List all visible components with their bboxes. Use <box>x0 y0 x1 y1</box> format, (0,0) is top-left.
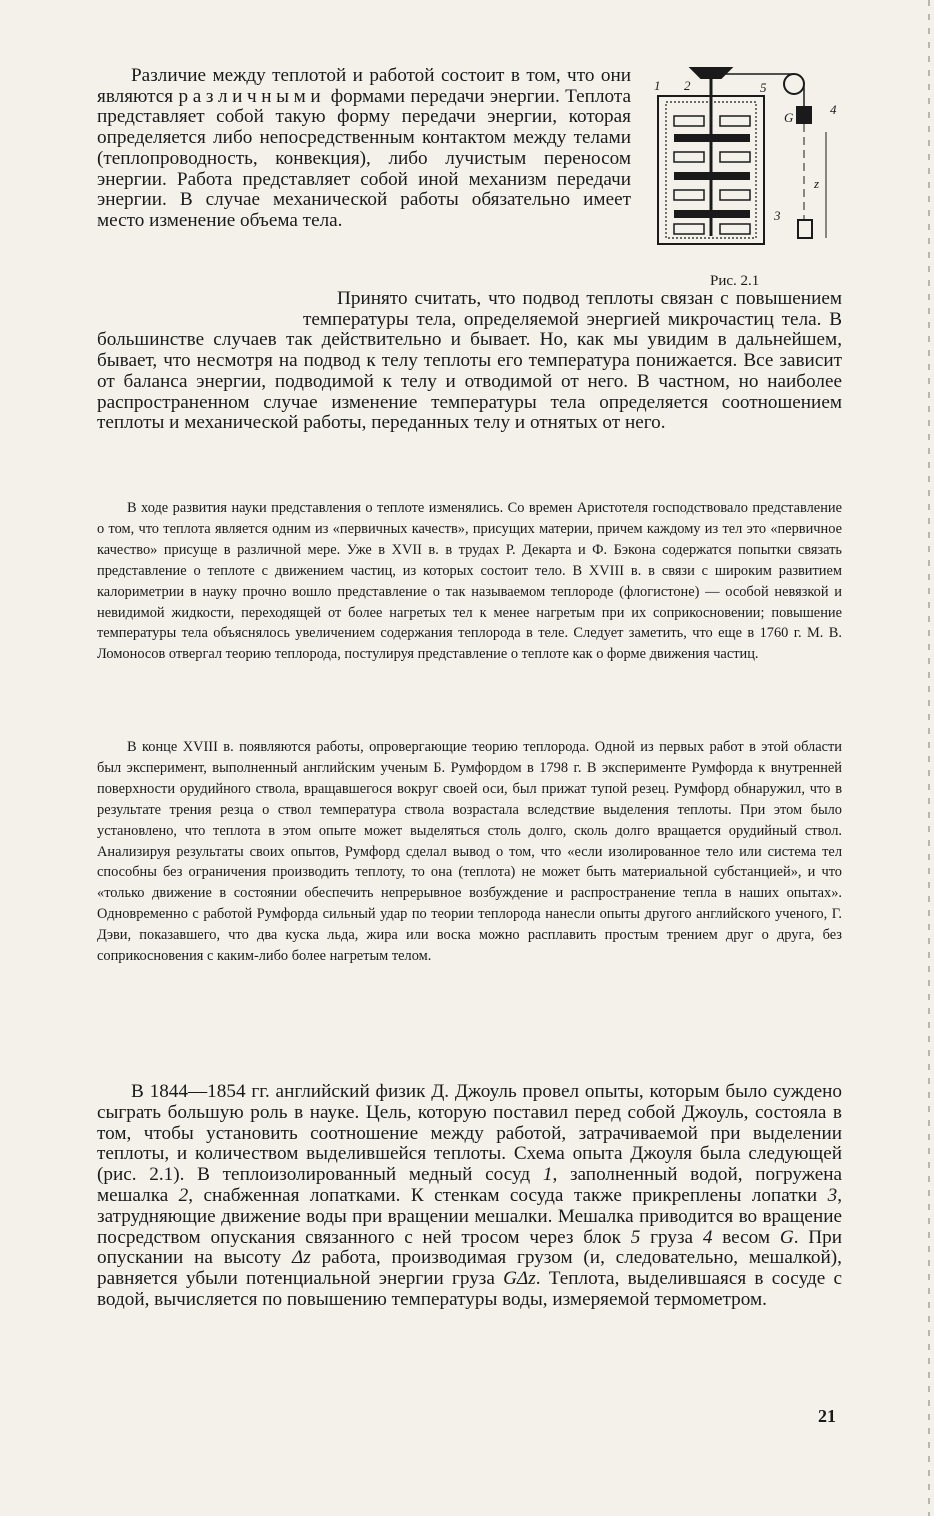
page-edge-mark <box>928 0 930 1516</box>
joule-apparatus-figure <box>646 60 846 270</box>
label-3: 3 <box>774 208 781 223</box>
history-note-rumford: В конце XVIII в. появляются работы, опровергающие теорию теплорода. Одной из первых работ в этой области был эксперимент, выполненный английским ученым Б. Румфордом в 1798 г. В эксперименте Румфорда к внутренней поверхности орудийного ствола, вращавшегося вокруг своей оси, был прижат тупой резец. Румфорд обнаружил, что в результате трения резца о ствол температура ствола возрастала вследствие выделения теплоты. При этом было установлено, что теплота в этом опыте может выделяться столь долго, сколь долго вращается орудийный ствол. Анализируя результаты своих опытов, Румфорд сделал вывод о том, что «если изолированное тело или система тел способны без ограничения производить теплоту, то она (теплота) не может быть материальной субстанцией», и что «только движение в состоянии обеспечить непрерывное возбуждение и распространение тепла в наших опытах». Одновременно с работой Румфорда сильный удар по теории теплорода нанесли опыты другого английского ученого, Г. Дэви, показавшего, что два куска льда, жира или воска можно расплавить простым трением друг о друга, без соприкосновения с каким-либо более нагретым телом. <box>97 739 842 965</box>
history-note-1: В ходе развития науки представления о теплоте изменялись. Со времен Аристотеля господствовало представление о том, что теплота является одним из «первичных качеств», присущих материи, причем каждому из тел это «первичное качество» присуще в различной мере. Уже в XVII в. в трудах Р. Декарта и Ф. Бэкона содержатся попытки связать представление о теплоте с движением частиц, из которых состоит тело. В XVIII в. в связи с широким развитием калориметрии в науку прочно вошло представление о так называемом теплороде (флогистоне) — особой невязкой и невидимой жидкости, переходящей от более нагретых тел к менее нагретым при их соприкосновении; повышение температуры тела объяснялось увеличением содержания теплорода в теле. Следует заметить, что еще в 1760 г. М. В. Ломоносов отвергал теорию теплорода, постулируя представление о теплоте как о форме движения частиц. <box>97 500 842 663</box>
paragraph-joule-experiment: В 1844—1854 гг. английский физик Д. Джоуль провел опыты, которым было суждено сыграть большую роль в науке. Цель, которую поставил перед собой Джоуль, состояла в том, чтобы установить соотношение между работой, затрачиваемой при выделении теплоты, и количеством выделившейся теплоты. Схема опыта Джоуля была следующей (рис. 2.1). В теплоизолированный медный сосуд 1, заполненный водой, погружена мешалка 2, снабженная лопатками. К стенкам сосуда также прикреплены лопатки 3, затрудняющие движение воды при вращении мешалки. Мешалка приводится во вращение посредством опускания связанного с ней тросом через блок 5 груза 4 весом G. При опускании на высоту Δz работа, производимая грузом (и, следовательно, мешалкой), равняется убыли потенциальной энергии груза GΔz. Теплота, выделившаяся в сосуде с водой, вычисляется по повышению температуры воды, измеряемой термометром. <box>97 1081 842 1310</box>
weight-4 <box>796 106 812 124</box>
stirrer-top <box>691 68 731 78</box>
label-5: 5 <box>760 80 767 95</box>
paragraph-heat-vs-work: Различие между теплотой и работой состоит в том, что они являются различными формами передачи энергии. Теплота представляет собой такую форму передачи энергии, которая определяется либо непосредственным контактом между телами (теплопроводность, конвекция), либо лучистым переносом энергии. Работа представляет собой иной механизм передачи энергии. В случае механической работы обязательно имеет место изменение объема тела. <box>97 65 631 231</box>
label-z: z <box>814 176 820 191</box>
pulley-5 <box>784 74 804 94</box>
paragraph-heat-temperature: Принято считать, что подвод теплоты связан с повышением температуры тела, определяемой энергией микрочастиц тела. В большинстве случаев так действительно и бывает. Но, как мы увидим в дальнейшем, бывает, что несмотря на подвод к телу теплоты его температура понижается. Все зависит от баланса энергии, подводимой к телу и отводимой от него. В частном, но наиболее распространенном случае изменение температуры тела определяется соотношением теплоты и механической работы, переданных телу и отнятых от него. <box>97 288 842 434</box>
weight-lower <box>798 220 812 238</box>
label-G: G <box>784 110 794 125</box>
label-1: 1 <box>654 78 661 93</box>
label-2: 2 <box>684 78 691 93</box>
label-4: 4 <box>830 102 837 117</box>
page-number: 21 <box>818 1406 836 1426</box>
figure-caption: Рис. 2.1 <box>710 273 760 289</box>
